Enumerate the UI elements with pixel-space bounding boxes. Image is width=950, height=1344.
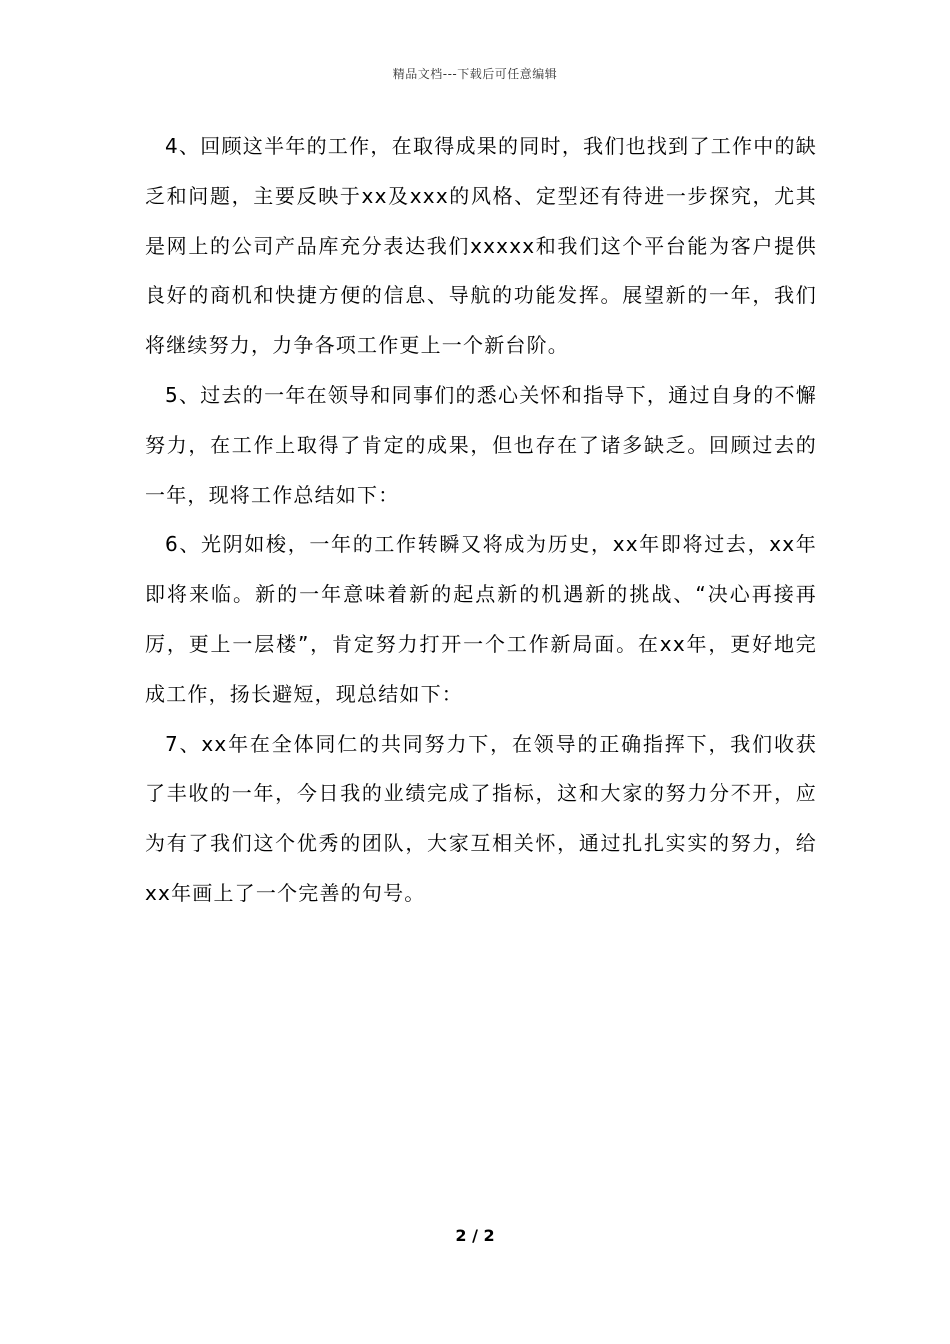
paragraph-5: 5、过去的一年在领导和同事们的悉心关怀和指导下，通过自身的不懈努力，在工作上取得了肯定的成果，但也存在了诸多缺乏。回顾过去的一年，现将工作总结如下： — [145, 382, 817, 507]
paragraph-6: 6、光阴如梭，一年的工作转瞬又将成为历史，xx年即将过去，xx年即将来临。新的一年意味着新的起点新的机遇新的挑战、“决心再接再厉，更上一层楼”，肯定努力打开一个工作新局面。在xx年，更好地完成工作，扬长避短，现总结如下： — [145, 532, 817, 706]
page-number: 2 / 2 — [455, 1226, 495, 1245]
paragraph-4: 4、回顾这半年的工作，在取得成果的同时，我们也找到了工作中的缺乏和问题，主要反映于xx及xxx的风格、定型还有待进一步探究，尤其是网上的公司产品库充分表达我们xxxxx和我们这个平台能为客户提供良好的商机和快捷方便的信息、导航的功能发挥。展望新的一年，我们将继续努力，力争各项工作更上一个新台阶。 — [145, 134, 817, 358]
document-body — [145, 122, 817, 919]
page-header: 精品文档---下载后可任意编辑 — [392, 67, 558, 81]
paragraph-7: 7、xx年在全体同仁的共同努力下，在领导的正确指挥下，我们收获了丰收的一年，今日我的业绩完成了指标，这和大家的努力分不开，应为有了我们这个优秀的团队，大家互相关怀，通过扎扎实实的努力，给xx年画上了一个完善的句号。 — [145, 731, 817, 905]
